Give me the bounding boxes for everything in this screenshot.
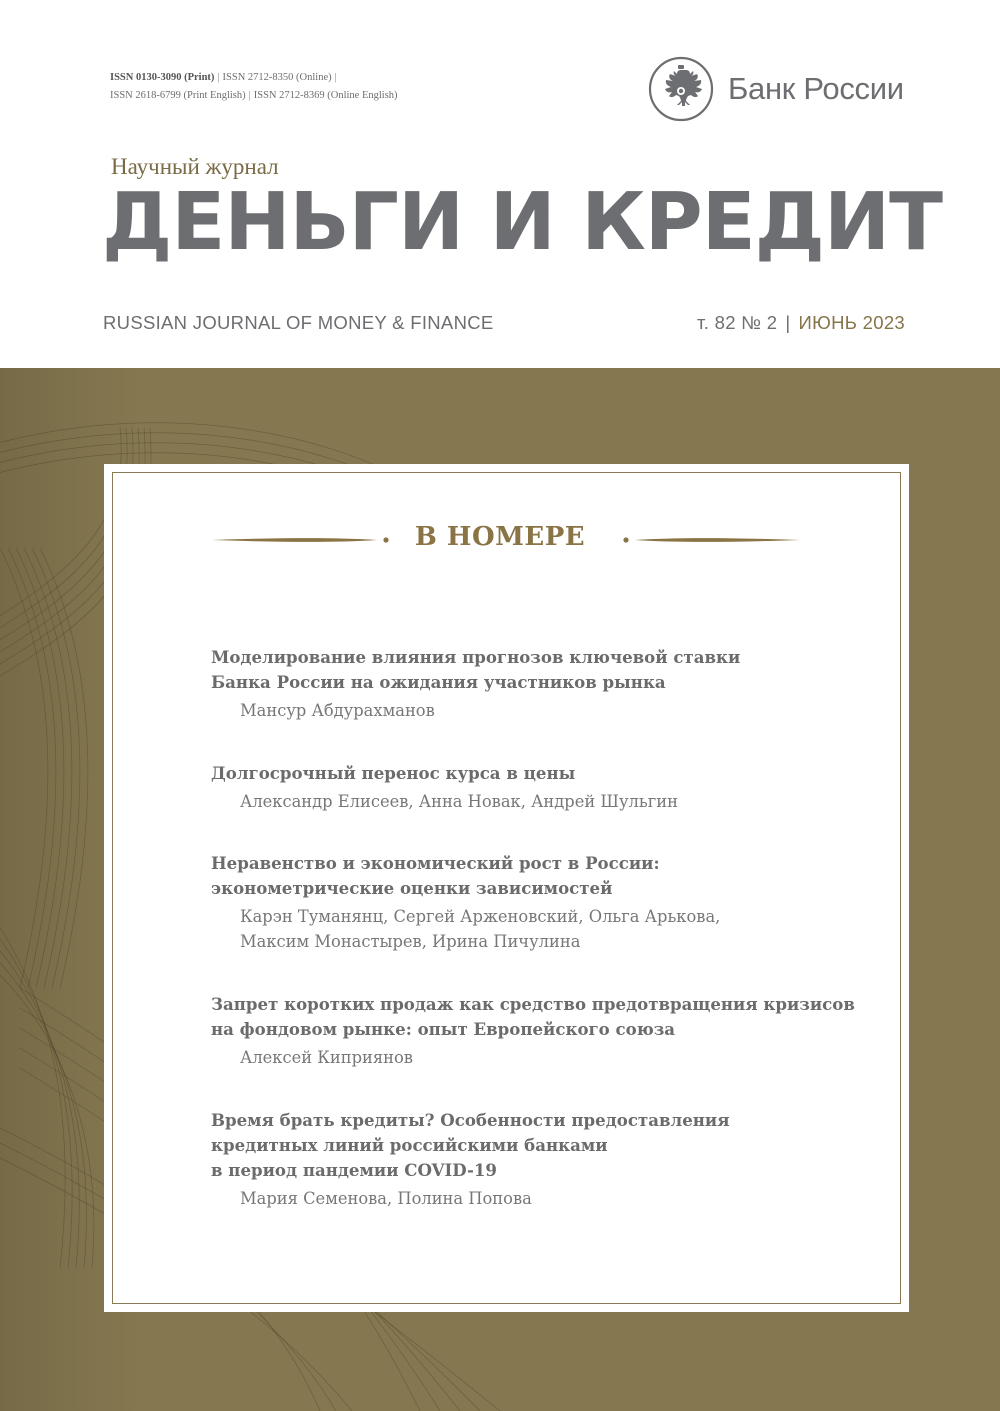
article-authors: Мансур Абдурахманов <box>240 701 435 720</box>
issn-line-1: ISSN 0130-3090 (Print) | ISSN 2712-8350 (Online) | <box>110 72 337 83</box>
volume-number: т. 82 № 2 <box>697 312 778 333</box>
article-authors: Максим Монастырев, Ирина Пичулина <box>240 932 581 951</box>
issn-online-english: ISSN 2712-8369 (Online English) <box>253 90 398 101</box>
issn-line-2: ISSN 2618-6799 (Print English) | ISSN 2712-8369 (Online English) <box>110 90 398 101</box>
journal-title: ДЕНЬГИ И КРЕДИТ <box>102 176 943 268</box>
issue-date: ИЮНЬ 2023 <box>798 312 905 333</box>
article-entry <box>211 645 871 723</box>
contents-heading: В НОМЕРЕ <box>414 522 586 552</box>
issn-online: ISSN 2712-8350 (Online) <box>222 72 332 83</box>
issue-info: т. 82 № 2 | ИЮНЬ 2023 <box>697 312 905 333</box>
article-title: эконометрические оценки зависимостей <box>211 878 613 898</box>
journal-subtitle: Научный журнал <box>111 154 279 179</box>
english-title: RUSSIAN JOURNAL OF MONEY & FINANCE <box>103 312 494 333</box>
article-title: Моделирование влияния прогнозов ключевой ставки <box>211 647 741 667</box>
issn-print: ISSN 0130-3090 (Print) <box>110 72 215 83</box>
article-authors: Александр Елисеев, Анна Новак, Андрей Шульгин <box>240 792 678 811</box>
bank-logo <box>648 56 904 122</box>
article-title: Долгосрочный перенос курса в цены <box>211 763 576 783</box>
article-title: кредитных линий российскими банками <box>211 1135 608 1155</box>
issn-print-english: ISSN 2618-6799 (Print English) <box>110 90 246 101</box>
article-authors: Алексей Киприянов <box>240 1048 413 1067</box>
article-title: Время брать кредиты? Особенности предоставления <box>211 1110 730 1130</box>
article-title: Неравенство и экономический рост в России: <box>211 853 660 873</box>
article-title: Банка России на ожидания участников рынка <box>211 672 666 692</box>
double-headed-eagle-icon <box>648 56 714 122</box>
cover-header <box>0 0 1000 368</box>
article-title: на фондовом рынке: опыт Европейского союза <box>211 1019 676 1039</box>
article-title: в период пандемии COVID-19 <box>211 1160 497 1180</box>
article-entry <box>211 992 871 1070</box>
article-entry <box>211 761 871 814</box>
article-authors: Мария Семенова, Полина Попова <box>240 1189 532 1208</box>
bank-name: Банк России <box>728 71 904 106</box>
article-entry <box>211 1108 871 1211</box>
article-authors: Карэн Туманянц, Сергей Арженовский, Ольга Арькова, <box>240 907 721 926</box>
article-entry <box>211 851 871 954</box>
article-title: Запрет коротких продаж как средство предотвращения кризисов <box>211 994 855 1014</box>
